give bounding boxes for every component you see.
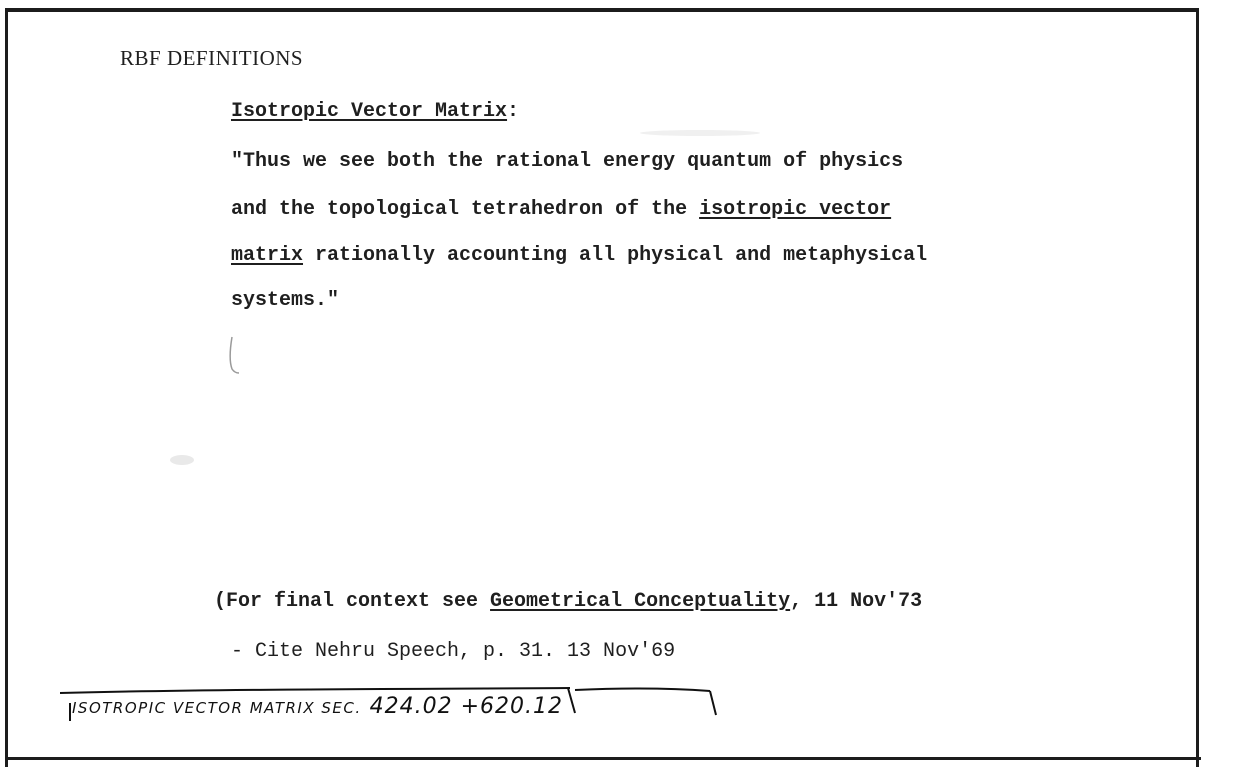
bracket-mark-icon [226,335,240,375]
page-header: RBF DEFINITIONS [120,46,304,70]
context-reference: Geometrical Conceptuality [490,590,791,613]
quote-text: and the topological tetrahedron of the [231,198,700,221]
handwritten-label: ISOTROPIC VECTOR MATRIX SEC. [72,699,362,717]
handwritten-annotation [72,694,563,719]
smudge [170,455,194,465]
quote-line-2 [231,198,891,221]
handwritten-ref-2: +620.12 [460,694,564,719]
smudge [640,130,760,136]
definition-title [231,100,519,123]
context-line [214,590,922,613]
quote-line-3 [231,244,927,267]
bottom-rule [5,757,1201,760]
title-suffix: : [507,100,520,123]
quote-text: rationally accounting all physical and metaphysical [303,244,928,267]
handwritten-ref-1: 424.02 [369,694,453,719]
quote-line-1: "Thus we see both the rational energy quantum of physics [231,150,904,173]
title-text: Isotropic Vector Matrix [231,100,508,123]
context-date: , 11 Nov'73 [790,590,923,613]
quote-underlined: matrix [231,244,304,267]
quote-underlined: isotropic vector [699,198,892,221]
quote-line-4: systems." [231,289,340,312]
cite-line: - Cite Nehru Speech, p. 31. 13 Nov'69 [231,640,676,663]
context-text: (For final context see [214,590,491,613]
